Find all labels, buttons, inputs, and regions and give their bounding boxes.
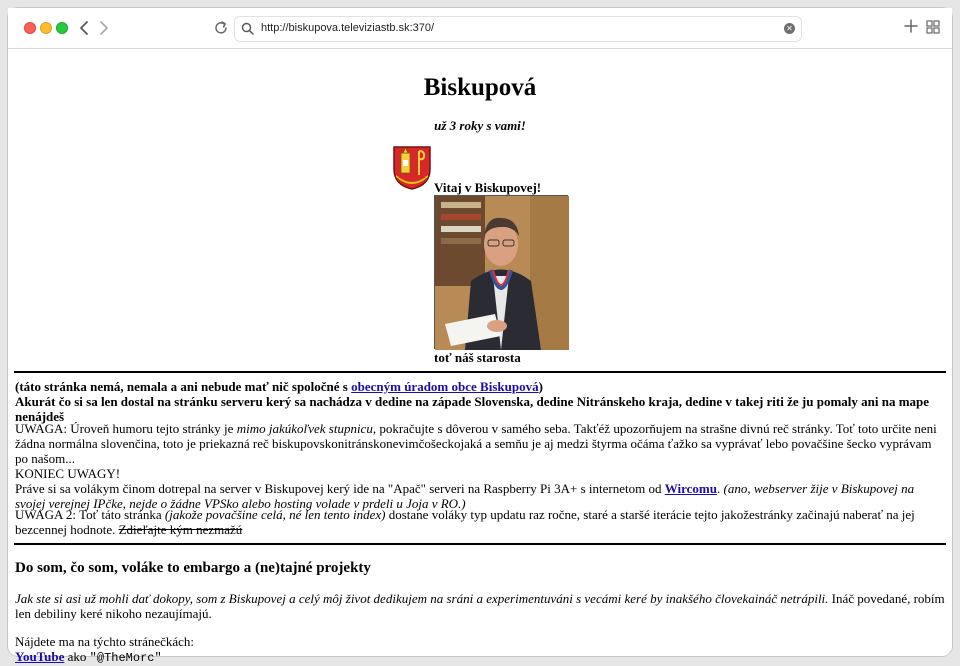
divider	[14, 371, 946, 373]
browser-window	[8, 8, 952, 665]
page-subtitle: už 3 roky s vami!	[434, 118, 526, 133]
address-bar[interactable]	[234, 16, 802, 42]
clear-icon[interactable]: ✕	[784, 23, 795, 34]
warning2-text-cont: dostane voláky typ updatu raz ročne, staré a staršé iterácie tejto jakožestránky začinajú naberať na jej bezcennej hodnote.	[15, 507, 915, 537]
warning-block	[15, 421, 945, 511]
warning-end-text: KONIEC UWAGY!	[15, 466, 121, 481]
url-input[interactable]	[261, 20, 761, 36]
disclaimer-text: (táto stránka nemá, nemala a ani nebude mať nič spoločné s	[15, 379, 352, 394]
arrival-text: Akurát čo si sa len dostal na stránku serveru kerý sa nachádza v dedine na západe Slovenska, dedine Nitránskeho kraja, dedine v takej riti že ju pomaly ani na mape nenájdeš	[15, 394, 930, 424]
server-note: (ano, webserver žije v Biskupovej na svojej verejnej IPčke, nejde o žádne VPSko alebo hosting volade v prdeli u Joja v RO.)	[15, 481, 915, 511]
municipal-office-link[interactable]: obecným úradom obce Biskupová	[351, 379, 539, 394]
find-me-intro: Nájdete ma na týchto stránečkách:	[15, 634, 195, 649]
warning2-text: UWAGA 2: Toť táto stránka	[15, 507, 165, 522]
wircom-link[interactable]: Wircomu	[664, 481, 717, 496]
warning-emphasis: mimo jakúkoľvek stupnicu	[236, 421, 373, 436]
divider	[14, 543, 946, 545]
reload-icon[interactable]	[212, 19, 230, 37]
warning-text-cont: , pokračujte s dôverou v samého seba. Takťéž upozorňujem na strašne divnú reč stránky. Toť toto určite neni žádna normálna slovenčina, toto je priekazná reč biskupovskonitránskonevimčošeckojaká a semňu je aj medzi štyrma očáma ťažko sa vyprávať lebo povačšine šecko vyprávam po našom...	[15, 421, 937, 466]
server-text-mid: .	[716, 481, 724, 496]
disclaimer-block	[15, 379, 945, 424]
about-emphasis: Jak ste si asi už mohli dať dokopy, som z Biskupovej a celý môj život dedikujem na sráni a experimentuváni s vecámi keré by inakšého človekaináč netrápili.	[15, 591, 829, 606]
forward-icon[interactable]	[94, 18, 112, 38]
search-icon	[241, 22, 254, 40]
about-block	[15, 591, 945, 621]
close-window-button[interactable]	[24, 22, 36, 34]
back-icon[interactable]	[76, 18, 94, 38]
welcome-text: Vitaj v Biskupovej!	[434, 180, 542, 195]
warning2-emphasis: (jakože povačšine celá, né len tento index)	[164, 507, 386, 522]
find-me-block	[15, 634, 945, 666]
mayor-photo	[434, 195, 568, 349]
coat-of-arms-image	[392, 145, 432, 191]
struck-share-text: Zdieľajte kým nezmažú	[118, 522, 243, 537]
youtube-link[interactable]: YouTube	[15, 649, 65, 664]
zoom-window-button[interactable]	[56, 22, 68, 34]
about-text: Ináč povedané, robím len debiliny keré nikoho nezaujímajú.	[15, 591, 945, 621]
warning2-block	[15, 507, 945, 537]
photo-caption: toť náš starosta	[434, 350, 521, 365]
section-heading: Do som, čo som, voláke to embargo a (ne)tajné projekty	[15, 560, 371, 576]
find-me-mid: ako	[64, 649, 90, 664]
page-content	[8, 49, 952, 665]
disclaimer-text-end: )	[538, 379, 543, 394]
page-title: Biskupová	[423, 74, 537, 101]
server-text: Práve si sa volákym činom dotrepal na server v Biskupovej kerý ide na "Apač" serveri na Raspberry Pi 3A+ s internetom od	[15, 481, 665, 496]
minimize-window-button[interactable]	[40, 22, 52, 34]
youtube-handle: "@TheMorc"	[89, 651, 162, 665]
warning-text: UWAGA: Úroveň humoru tejto stránky je	[15, 421, 237, 436]
new-tab-icon[interactable]	[904, 19, 918, 38]
browser-toolbar	[8, 8, 952, 49]
tab-overview-icon[interactable]	[926, 20, 940, 39]
